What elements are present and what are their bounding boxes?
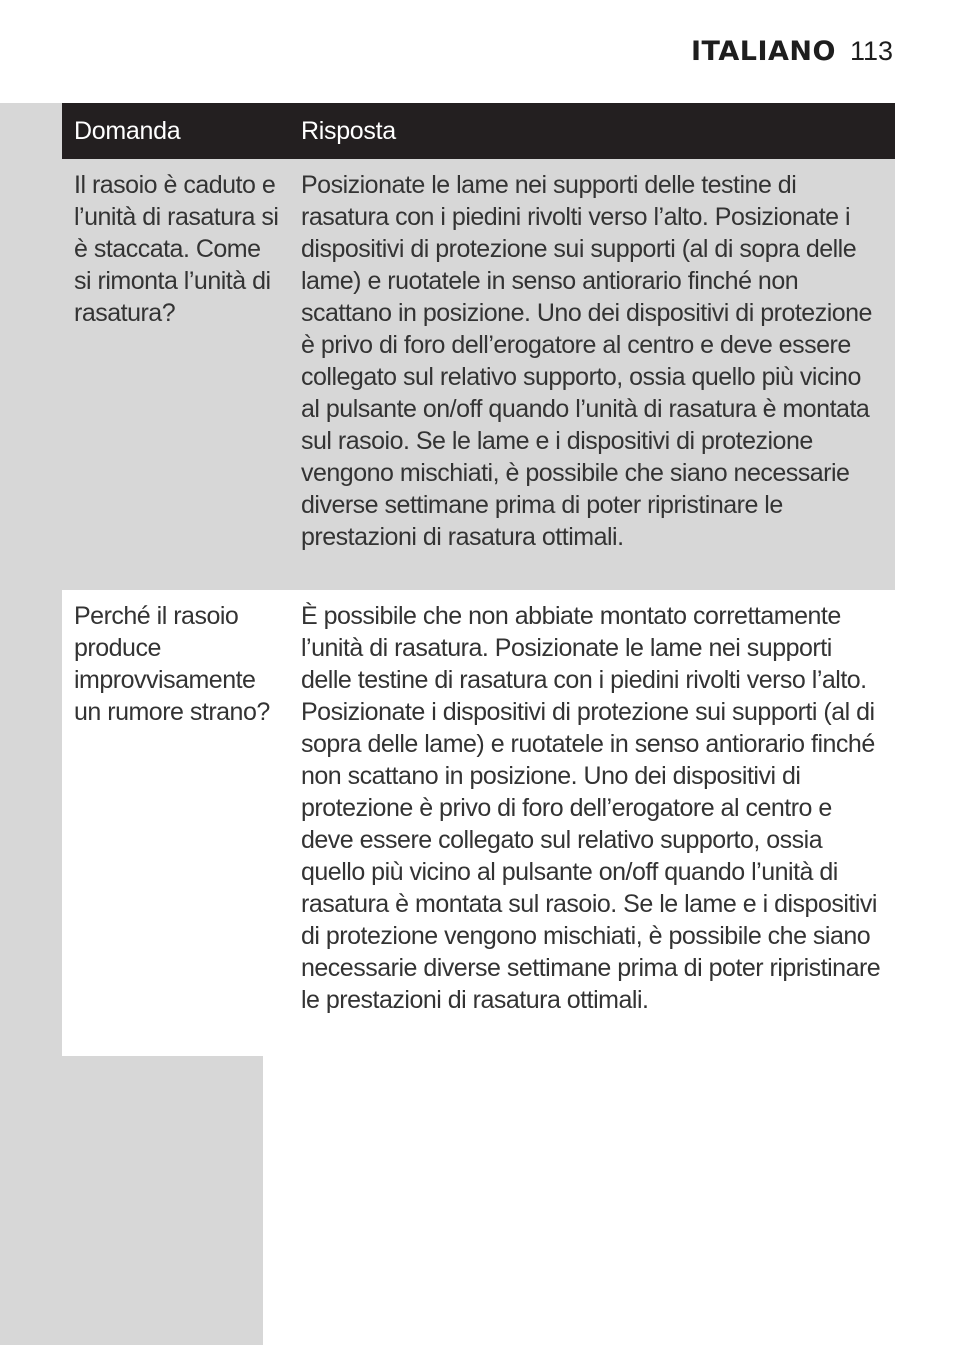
side-tab-upper — [0, 103, 62, 1056]
column-header-question: Domanda — [74, 116, 181, 145]
question-cell — [62, 159, 289, 590]
answer-text: È possibile che non abbiate montato correttamente l’unità di rasatura. Posizionate le lame nei supporti delle testine di rasatura con i piedini rivolti verso l’alto. Posizionate i dispositivi di protezione sui supporti (al di sopra delle lame) e ruotatele in senso antiorario finché non scattano in posizione. Uno dei dispositivi di protezione è privo di foro dell’erogatore al centro e deve essere collegato sul relativo supporto, ossia quello più vicino al pulsante on/off quando l’unità di rasatura è montata sul rasoio. Se le lame e i dispositivi di protezione vengono mischiati, è possibile che siano necessarie diverse settimane prima di poter ripristinare le prestazioni di rasatura ottimali. — [301, 602, 881, 1014]
page-number: 113 — [849, 36, 893, 66]
page-header — [691, 36, 893, 70]
table-header-row — [62, 103, 895, 159]
table-row — [62, 590, 895, 1056]
faq-table — [62, 103, 895, 1056]
answer-cell — [289, 590, 895, 1056]
answer-cell — [289, 159, 895, 590]
language-label: ITALIANO — [690, 36, 836, 67]
question-cell — [62, 590, 289, 1056]
question-text: Il rasoio è caduto e l’unità di rasatura si è staccata. Come si rimonta l’unità di rasatura? — [74, 171, 279, 327]
column-header-answer-cell — [289, 117, 895, 146]
table-row — [62, 159, 895, 590]
column-header-answer: Risposta — [301, 116, 396, 145]
side-tab-lower — [0, 1056, 263, 1345]
answer-text: Posizionate le lame nei supporti delle testine di rasatura con i piedini rivolti verso l’alto. Posizionate i dispositivi di protezione sui supporti (al di sopra delle lame) e ruotatele in senso antiorario finché non scattano in posizione. Uno dei dispositivi di protezione è privo di foro dell’erogatore al centro e deve essere collegato sul relativo supporto, ossia quello più vicino al pulsante on/off quando l’unità di rasatura è montata sul rasoio. Se le lame e i dispositivi di protezione vengono mischiati, è possibile che siano necessarie diverse settimane prima di poter ripristinare le prestazioni di rasatura ottimali. — [301, 171, 872, 551]
column-header-question-cell — [62, 117, 289, 146]
question-text: Perché il rasoio produce improvvisamente un rumore strano? — [74, 602, 270, 726]
